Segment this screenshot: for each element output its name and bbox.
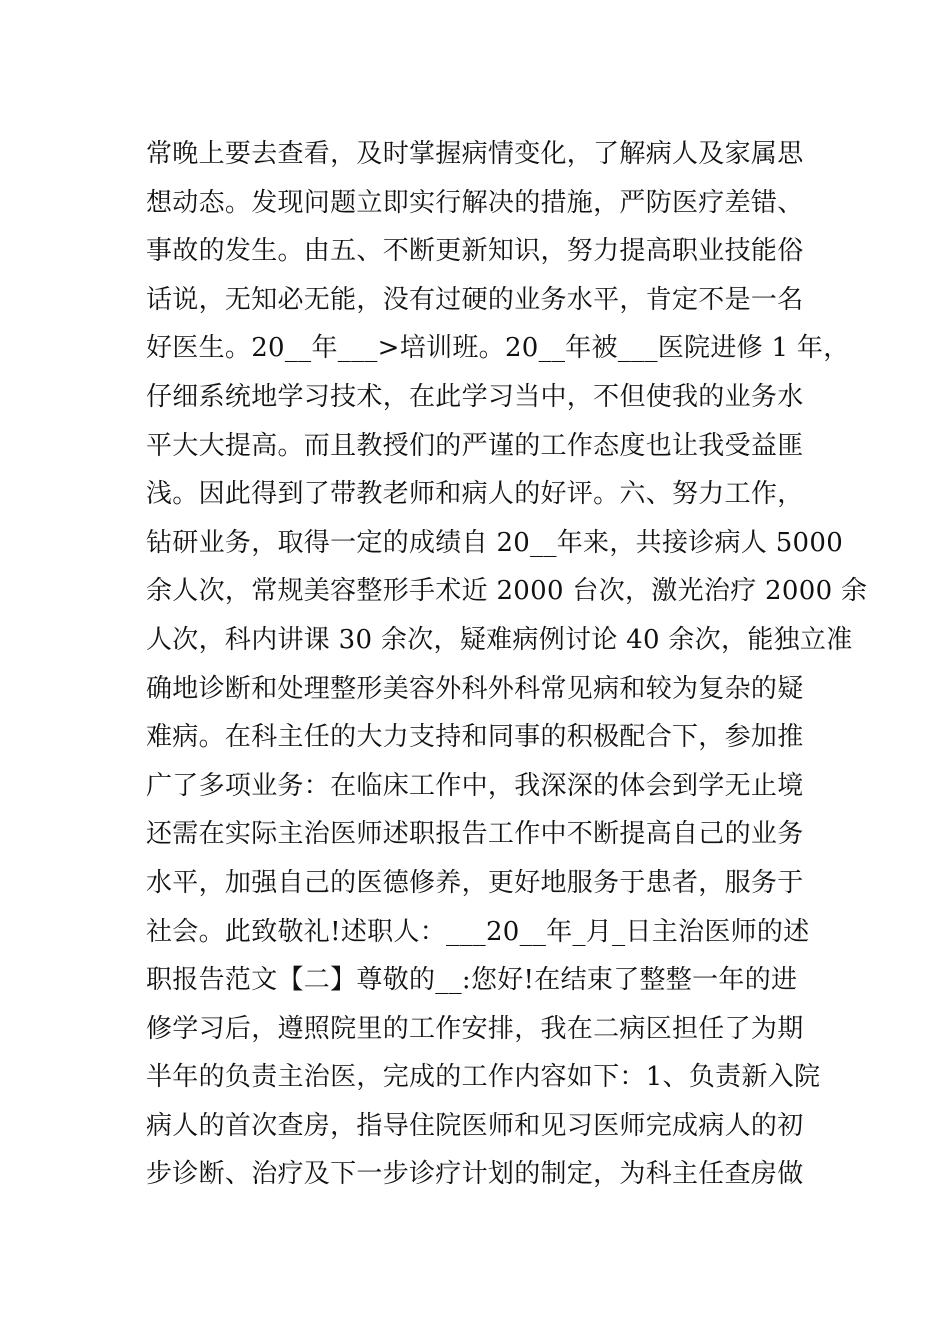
text-line: 步诊断、治疗及下一步诊疗计划的制定，为科主任查房做 [146, 1159, 804, 1190]
text-line: 好医生。20__年___>培训班。20__年被___医院进修 1 年， [146, 333, 850, 364]
text-line: 想动态。发现问题立即实行解决的措施，严防医疗差错、 [146, 187, 804, 218]
text-line: 水平，加强自己的医德修养，更好地服务于患者，服务于 [146, 867, 804, 898]
text-line: 常晚上要去查看，及时掌握病情变化，了解病人及家属思 [146, 139, 804, 169]
text-line: 病人的首次查房，指导住院医师和见习医师完成病人的初 [146, 1110, 804, 1141]
text-line: 仔细系统地学习技术，在此学习当中，不但使我的业务水 [146, 381, 804, 412]
text-line: 人次，科内讲课 30 余次，疑难病例讨论 40 余次，能独立准 [146, 624, 853, 655]
text-line: 职报告范文【二】尊敬的__:您好!在结束了整整一年的进 [146, 965, 798, 996]
text-line: 平大大提高。而且教授们的严谨的工作态度也让我受益匪 [146, 430, 804, 461]
text-line: 半年的负责主治医，完成的工作内容如下：1、负责新入院 [146, 1062, 821, 1093]
text-line: 广了多项业务：在临床工作中，我深深的体会到学无止境 [146, 770, 804, 801]
text-line: 事故的发生。由五、不断更新知识，努力提高职业技能俗 [146, 236, 804, 267]
text-line: 浅。因此得到了带教老师和病人的好评。六、努力工作， [146, 479, 804, 510]
text-line: 社会。此致敬礼!述职人：___20__年_月_日主治医师的述 [146, 916, 810, 947]
text-line: 确地诊断和处理整形美容外科外科常见病和较为复杂的疑 [146, 673, 804, 704]
text-line: 还需在实际主治医师述职报告工作中不断提高自己的业务 [146, 819, 804, 850]
text-line: 修学习后，遵照院里的工作安排，我在二病区担任了为期 [146, 1013, 804, 1044]
text-line: 话说，无知必无能，没有过硬的业务水平，肯定不是一名 [146, 284, 804, 315]
body-text [146, 130, 868, 1199]
text-line: 难病。在科主任的大力支持和同事的积极配合下，参加推 [146, 722, 804, 753]
text-line: 钻研业务，取得一定的成绩自 20__年来，共接诊病人 5000 [146, 527, 844, 558]
text-line: 余人次，常规美容整形手术近 2000 台次，激光治疗 2000 余 [146, 576, 868, 607]
